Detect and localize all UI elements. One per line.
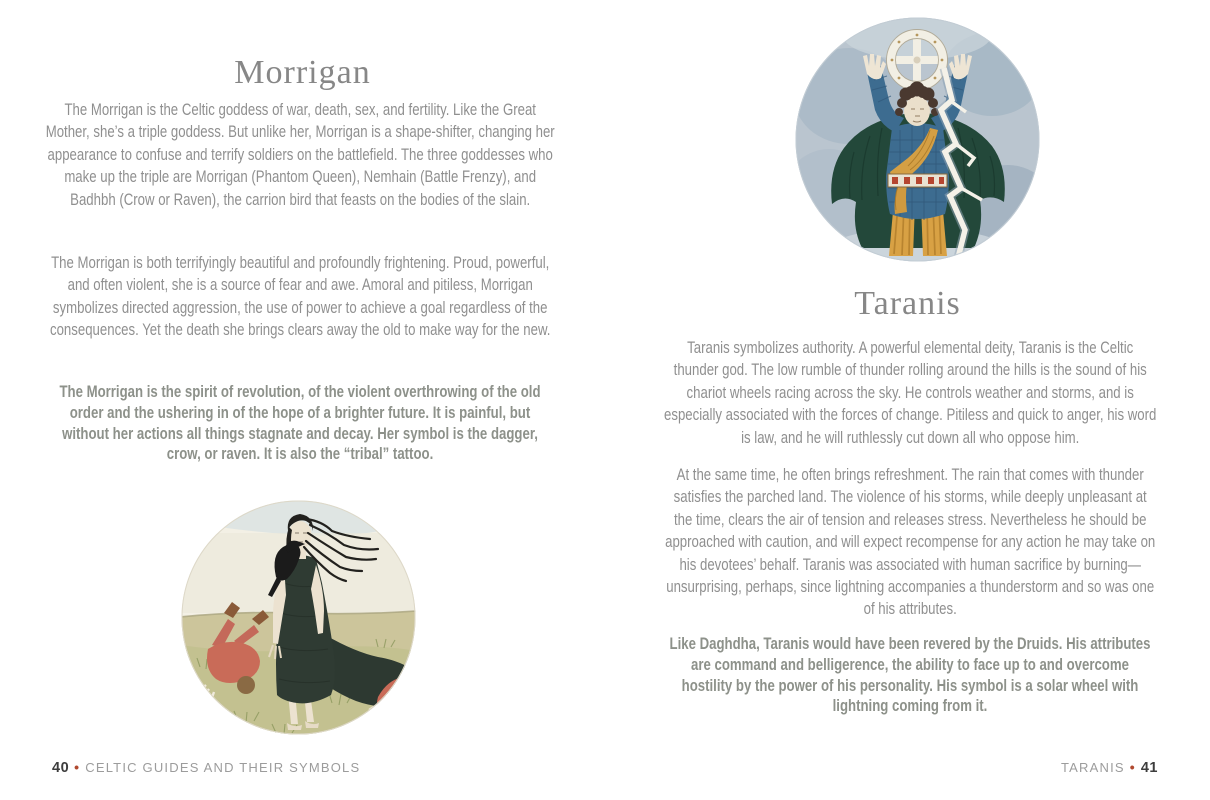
footer-bullet-left: • (74, 759, 81, 775)
running-title-left: CELTIC GUIDES AND THEIR SYMBOLS (85, 760, 361, 775)
morrigan-illustration-svg (180, 499, 417, 736)
footer-bullet-right: • (1129, 759, 1136, 775)
page-number-left: 40 (52, 760, 70, 776)
left-page-footer (52, 759, 360, 776)
morrigan-paragraph-2: The Morrigan is both terrifyingly beautiful and profoundly frightening. Proud, powerful, and often violent, she is a source of fear and awe. Amoral and pitiless, Morrigan symbolizes directed aggression, the use of power to achieve a goal regardless of the consequences. Yet the death she brings clears away the old to make way for the new. (49, 254, 551, 340)
page-number-right: 41 (1140, 760, 1158, 776)
right-page-footer (1061, 759, 1158, 776)
page-title-taranis: Taranis (854, 285, 961, 322)
taranis-paragraph-2: At the same time, he often brings refreshment. The rain that comes with thunder satisfies the parched land. The violence of his storms, while deeply unpleasant at the time, clears the air of tension and releases stress. Nevertheless he should be approached with caution, and will expect recompense for any action he may take on his devotees’ behalf. Taranis was associated with human sacrifice by burning—unsurprising, perhaps, since lightning accompanies a thunderstorm and so was one of his attributes. (665, 466, 1156, 619)
taranis-paragraph-1: Taranis symbolizes authority. A powerful elemental deity, Taranis is the Celtic thunder god. The low rumble of thunder rolling around the hills is the sound of his chariot wheels racing across the sky. He controls weather and storms, and is especially associated with the forces of change. Pitiless and quick to anger, his word is law, and he will ruthlessly cut down all who oppose him. (664, 339, 1157, 447)
taranis-illustration-svg (794, 16, 1041, 263)
taranis-illustration (794, 16, 1041, 263)
ornate-belt (888, 174, 947, 187)
morrigan-paragraph-1: The Morrigan is the Celtic goddess of war, death, sex, and fertility. Like the Great Mother, she’s a triple goddess. But unlike her, Morrigan is a shape-shifter, changing her appearance to confuse and terrify soldiers on the battlefield. The three goddesses who make up the triple are Morrigan (Phantom Queen), Nemhain (Battle Frenzy), and Badhbh (Crow or Raven), the carrion bird that feasts on the bodies of the slain. (45, 101, 555, 209)
taranis-highlight-paragraph: Like Daghdha, Taranis would have been revered by the Druids. His attributes are command and belligerence, the ability to face up to and overcome hostility by the power of his personality. His symbol is a solar wheel with lightning coming from it. (669, 635, 1151, 716)
solar-wheel (887, 30, 948, 91)
morrigan-highlight-paragraph: The Morrigan is the spirit of revolution, of the violent overthrowing of the old order and the ushering in of the hope of a brighter future. It is painful, but without her actions all things stagnate and decay. Her symbol is the dagger, crow, or raven. It is also the “tribal” tattoo. (59, 383, 541, 464)
page-title-morrigan: Morrigan (234, 54, 371, 91)
morrigan-illustration (180, 499, 417, 736)
page-taranis (605, 0, 1210, 800)
running-title-right: TARANIS (1060, 760, 1125, 775)
